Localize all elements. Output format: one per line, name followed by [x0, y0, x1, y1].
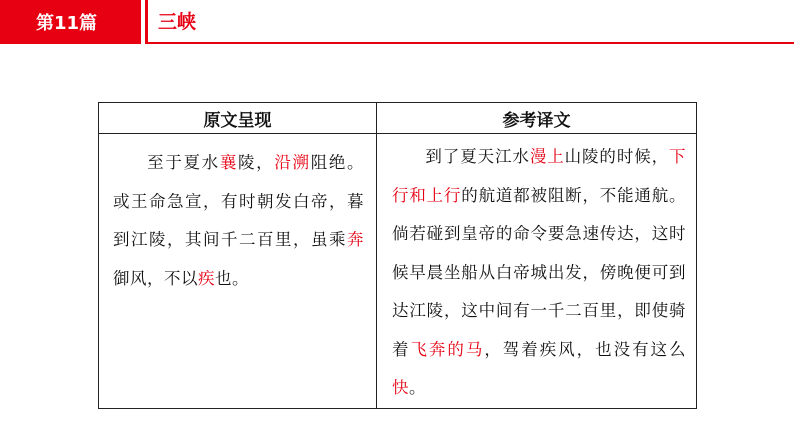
translation-highlight: 飞奔的马 [410, 339, 485, 359]
original-highlight: 奔 [347, 230, 364, 249]
translation-highlight: 下行和上行 [392, 147, 687, 205]
header-translation: 参考译文 [377, 103, 697, 134]
original-highlight: 襄 [219, 153, 239, 172]
translation-text [377, 134, 696, 408]
header-original: 原文呈现 [99, 103, 377, 134]
original-highlight: 沿溯 [274, 153, 311, 172]
translation-cell [377, 134, 697, 409]
original-segment: 至于夏水 [146, 153, 220, 172]
comparison-table [98, 102, 697, 409]
translation-segment: 到了夏天江水 [425, 147, 530, 166]
original-highlight: 疾 [198, 268, 215, 288]
translation-segment: 。 [409, 378, 426, 397]
header-bar [0, 0, 794, 44]
original-cell [99, 134, 377, 409]
translation-highlight: 漫上 [529, 147, 565, 166]
table-row [99, 134, 697, 409]
section-tag: 第11篇 [0, 0, 138, 44]
page-title: 三峡 [158, 11, 197, 33]
translation-segment: 山陵的时候， [564, 147, 670, 166]
original-segment: 御风，不以 [113, 268, 198, 288]
original-segment: 阻绝。或王命急宣，有时朝发白帝，暮到江陵，其间千二百里，虽乘 [113, 153, 365, 249]
header-divider [148, 42, 794, 44]
translation-segment: ，驾着疾风，也没有这么 [484, 339, 687, 359]
original-text [99, 134, 376, 298]
original-segment: 也。 [215, 268, 249, 288]
tag-gap [141, 0, 145, 44]
translation-segment: 的航道都被阻断，不能通航。倘若碰到皇帝的命令要急速传达，这时候早晨坐船从白帝城出发，傍晚便可到达江陵，这中间有一千二百里，即使骑着 [392, 185, 686, 359]
original-segment: 陵， [238, 153, 275, 172]
table-header-row [99, 103, 697, 134]
translation-highlight: 快 [392, 378, 409, 397]
